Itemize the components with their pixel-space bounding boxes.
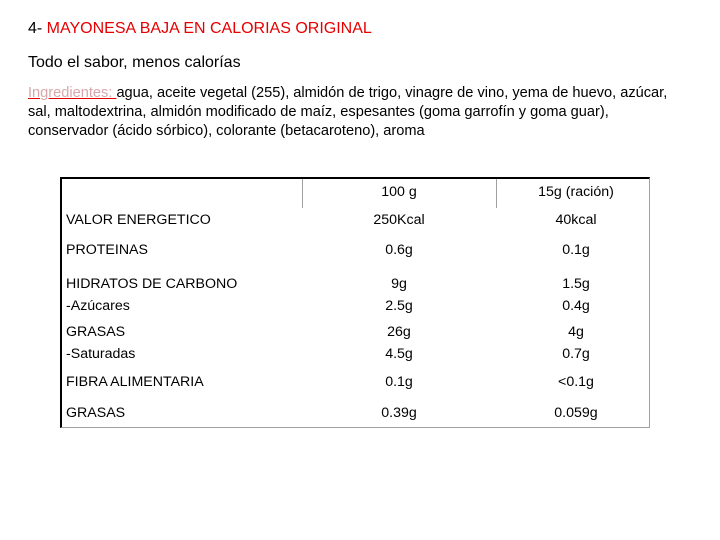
value-portion: 40kcal	[555, 212, 597, 228]
page-title	[28, 20, 372, 38]
ingredients-text: agua, aceite vegetal (255), almidón de trigo, vinagre de vino, yema de huevo, azúcar, sal, maltodextrina, almidón modificado de maíz, espesantes (goma garrofín y goma guar), conservador (ácido sórbico), colorante (betacaroteno), aroma	[28, 85, 668, 139]
column-header-portion: 15g (ración)	[538, 184, 614, 200]
table-row	[62, 276, 649, 316]
product-title: MAYONESA BAJA EN CALORIAS ORIGINAL	[46, 20, 372, 37]
value-100g-sub: 2.5g	[385, 298, 413, 314]
ingredients-paragraph	[28, 84, 688, 141]
nutrient-label: GRASAS	[66, 324, 126, 340]
value-portion: <0.1g	[558, 374, 594, 390]
value-100g: 250Kcal	[373, 212, 425, 228]
value-portion: 0.1g	[562, 242, 590, 258]
ingredients-label: Ingredientes:	[28, 85, 117, 101]
value-100g: 0.39g	[381, 405, 417, 421]
nutrient-label: PROTEINAS	[66, 242, 148, 258]
value-100g: 9g	[391, 276, 407, 292]
value-100g: 26g	[387, 324, 411, 340]
nutrient-label: FIBRA ALIMENTARIA	[66, 374, 204, 390]
table-row	[62, 242, 649, 262]
table-row	[62, 324, 649, 364]
nutrient-sublabel: -Saturadas	[66, 346, 136, 362]
value-portion: 0.059g	[554, 405, 598, 421]
value-portion-sub: 0.7g	[562, 346, 590, 362]
column-header-100g: 100 g	[381, 184, 417, 200]
nutrient-label: VALOR ENERGETICO	[66, 212, 211, 228]
table-row	[62, 212, 649, 232]
product-subtitle: Todo el sabor, menos calorías	[28, 54, 241, 71]
table-row	[62, 405, 649, 425]
value-portion: 4g	[568, 324, 584, 340]
nutrient-sublabel: -Azúcares	[66, 298, 130, 314]
nutrient-label: GRASAS	[66, 405, 126, 421]
title-number: 4-	[28, 20, 47, 37]
value-100g: 0.1g	[385, 374, 413, 390]
value-portion: 1.5g	[562, 276, 590, 292]
value-100g: 0.6g	[385, 242, 413, 258]
value-portion-sub: 0.4g	[562, 298, 590, 314]
value-100g-sub: 4.5g	[385, 346, 413, 362]
nutrient-label: HIDRATOS DE CARBONO	[66, 276, 238, 292]
table-header-row	[62, 184, 649, 204]
nutrition-table	[60, 177, 650, 428]
table-row	[62, 374, 649, 394]
